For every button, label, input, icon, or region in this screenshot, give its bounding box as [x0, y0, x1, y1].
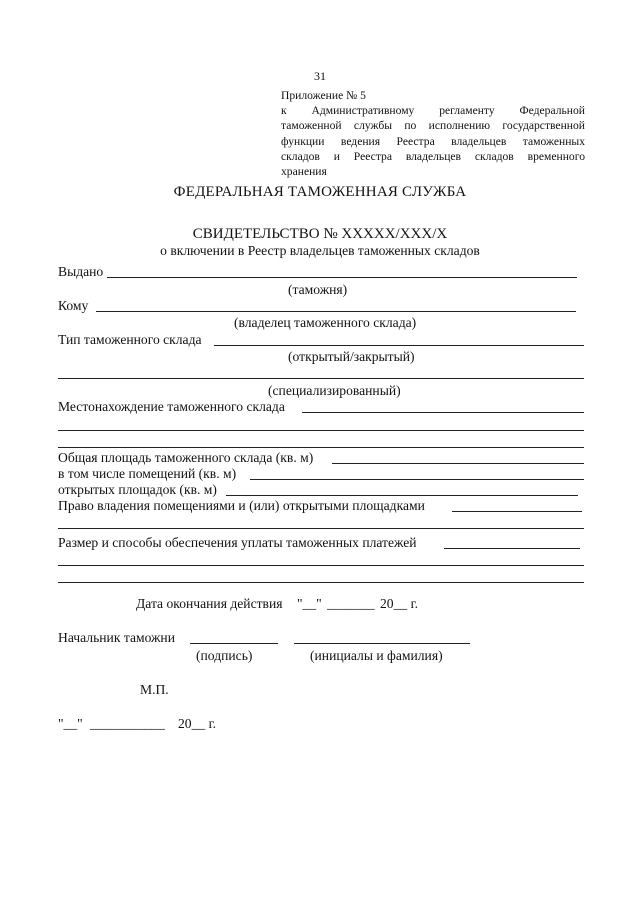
- ownership-field-line[interactable]: [452, 511, 582, 512]
- specialized-hint: (специализированный): [268, 383, 401, 398]
- appendix-line: хранения: [281, 165, 327, 179]
- payment-field-line-3[interactable]: [58, 582, 584, 583]
- rooms-area-field-line[interactable]: [250, 479, 584, 480]
- appendix-block: [281, 88, 585, 179]
- type-field-line[interactable]: [214, 345, 584, 346]
- signature-field-line[interactable]: [190, 643, 278, 644]
- page-number: 31: [314, 69, 326, 83]
- name-hint: (инициалы и фамилия): [310, 648, 443, 663]
- name-field-line[interactable]: [294, 643, 470, 644]
- open-areas-field-line[interactable]: [226, 495, 578, 496]
- location-field-line-2[interactable]: [58, 430, 584, 431]
- to-hint: (владелец таможенного склада): [234, 315, 417, 330]
- issued-hint: (таможня): [288, 282, 348, 297]
- signature-hint: (подпись): [196, 648, 253, 663]
- sign-date-year[interactable]: 20__ г.: [178, 716, 217, 731]
- total-area-label: Общая площадь таможенного склада (кв. м): [58, 450, 314, 465]
- expiry-month[interactable]: _______: [327, 596, 375, 611]
- expiry-day[interactable]: "__": [297, 596, 322, 611]
- payment-label: Размер и способы обеспечения уплаты таможенных платежей: [58, 535, 417, 550]
- type-hint: (открытый/закрытый): [288, 349, 415, 364]
- location-field-line[interactable]: [302, 412, 584, 413]
- certificate-title: СВИДЕТЕЛЬСТВО № XXXXX/XXX/X: [192, 226, 448, 242]
- expiry-year[interactable]: 20__ г.: [380, 596, 419, 611]
- sign-date-day[interactable]: "__": [58, 716, 83, 731]
- type-label: Тип таможенного склада: [58, 332, 202, 347]
- sign-date-month[interactable]: ___________: [90, 716, 165, 731]
- issued-label: Выдано: [58, 264, 104, 279]
- appendix-line: складов и Реестра владельцев складов временного: [281, 149, 585, 163]
- appendix-line: таможенной службы по исполнению государственной: [281, 119, 585, 133]
- agency-title: ФЕДЕРАЛЬНАЯ ТАМОЖЕННАЯ СЛУЖБА: [173, 184, 467, 200]
- location-field-line-3[interactable]: [58, 447, 584, 448]
- ownership-label: Право владения помещениями и (или) открытыми площадками: [58, 498, 425, 513]
- ownership-field-line-2[interactable]: [58, 528, 584, 529]
- payment-field-line[interactable]: [444, 548, 580, 549]
- rooms-area-label: в том числе помещений (кв. м): [58, 466, 237, 481]
- to-field-line[interactable]: [96, 311, 576, 312]
- issued-field-line[interactable]: [107, 277, 577, 278]
- seal-label: М.П.: [140, 682, 169, 697]
- specialized-field-line[interactable]: [58, 378, 584, 379]
- location-label: Местонахождение таможенного склада: [58, 399, 285, 414]
- payment-field-line-2[interactable]: [58, 565, 584, 566]
- total-area-field-line[interactable]: [332, 463, 584, 464]
- appendix-line: функции ведения Реестра владельцев таможенных: [281, 134, 585, 148]
- certificate-subtitle: о включении в Реестр владельцев таможенных складов: [160, 243, 480, 258]
- appendix-line: к Административному регламенту Федеральной: [281, 104, 585, 118]
- expiry-label: Дата окончания действия: [136, 596, 283, 611]
- chief-label: Начальник таможни: [58, 630, 175, 645]
- to-label: Кому: [58, 298, 89, 313]
- appendix-title: Приложение № 5: [281, 89, 366, 102]
- open-areas-label: открытых площадок (кв. м): [58, 482, 217, 497]
